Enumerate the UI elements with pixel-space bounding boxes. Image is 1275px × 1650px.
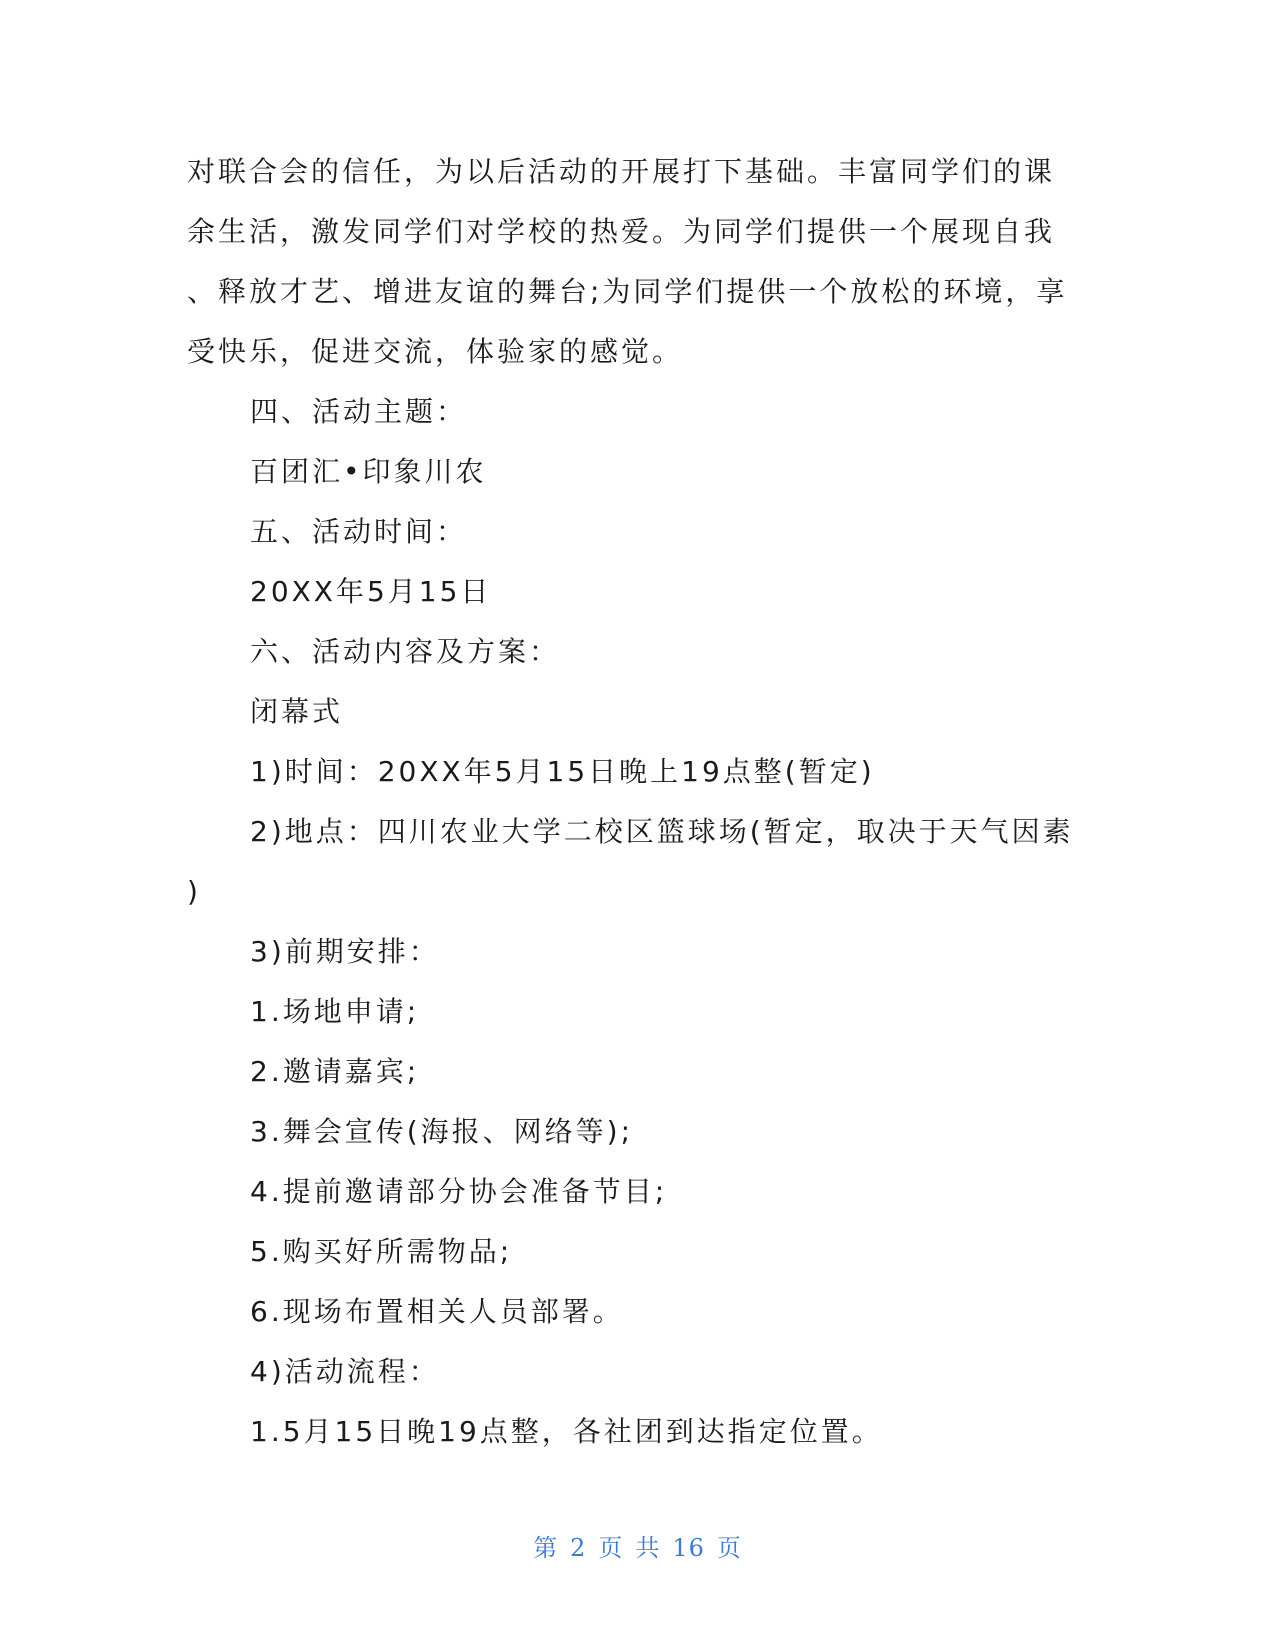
list-item: 1.场地申请; (250, 995, 420, 1028)
paragraph-line: 、释放才艺、增进友谊的舞台;为同学们提供一个放松的环境，享 (187, 275, 1068, 308)
date-text: 20XX年5月15日 (250, 575, 492, 608)
list-item: 4.提前邀请部分协会准备节目; (250, 1175, 668, 1208)
prep-heading: 3)前期安排： (250, 935, 440, 968)
paragraph-line: 余生活，激发同学们对学校的热爱。为同学们提供一个展现自我 (187, 215, 1056, 248)
list-item: 6.现场布置相关人员部署。 (250, 1295, 624, 1328)
list-item: 1.5月15日晚19点整，各社团到达指定位置。 (250, 1415, 883, 1448)
section-heading-theme: 四、活动主题： (250, 395, 468, 428)
footer-label-page: 第 (533, 1534, 559, 1562)
closing-ceremony-label: 闭幕式 (250, 695, 344, 728)
list-item: 5.购买好所需物品; (250, 1235, 513, 1268)
section-heading-content: 六、活动内容及方案： (250, 635, 561, 668)
footer-label-total-unit: 页 (716, 1534, 742, 1562)
footer-label-page-unit: 页 (598, 1534, 624, 1562)
document-body (187, 142, 1087, 1462)
footer-label-total: 共 (635, 1534, 661, 1562)
flow-heading: 4)活动流程： (250, 1355, 440, 1388)
footer-total-pages: 16 (672, 1534, 705, 1562)
section-heading-time: 五、活动时间： (250, 515, 468, 548)
page-footer (0, 1528, 1275, 1563)
list-item: 3.舞会宣传(海报、网络等); (250, 1115, 633, 1148)
list-item: 2.邀请嘉宾; (250, 1055, 420, 1088)
theme-text: 百团汇•印象川农 (250, 455, 487, 488)
location-item-wrap: ) (187, 875, 201, 908)
time-item: 1)时间：20XX年5月15日晚上19点整(暂定) (250, 755, 875, 788)
location-item: 2)地点：四川农业大学二校区篮球场(暂定，取决于天气因素 (250, 815, 1074, 848)
footer-current-page: 2 (570, 1534, 587, 1562)
paragraph-line: 受快乐，促进交流，体验家的感觉。 (187, 335, 684, 368)
paragraph-line: 对联合会的信任，为以后活动的开展打下基础。丰富同学们的课 (187, 155, 1056, 188)
